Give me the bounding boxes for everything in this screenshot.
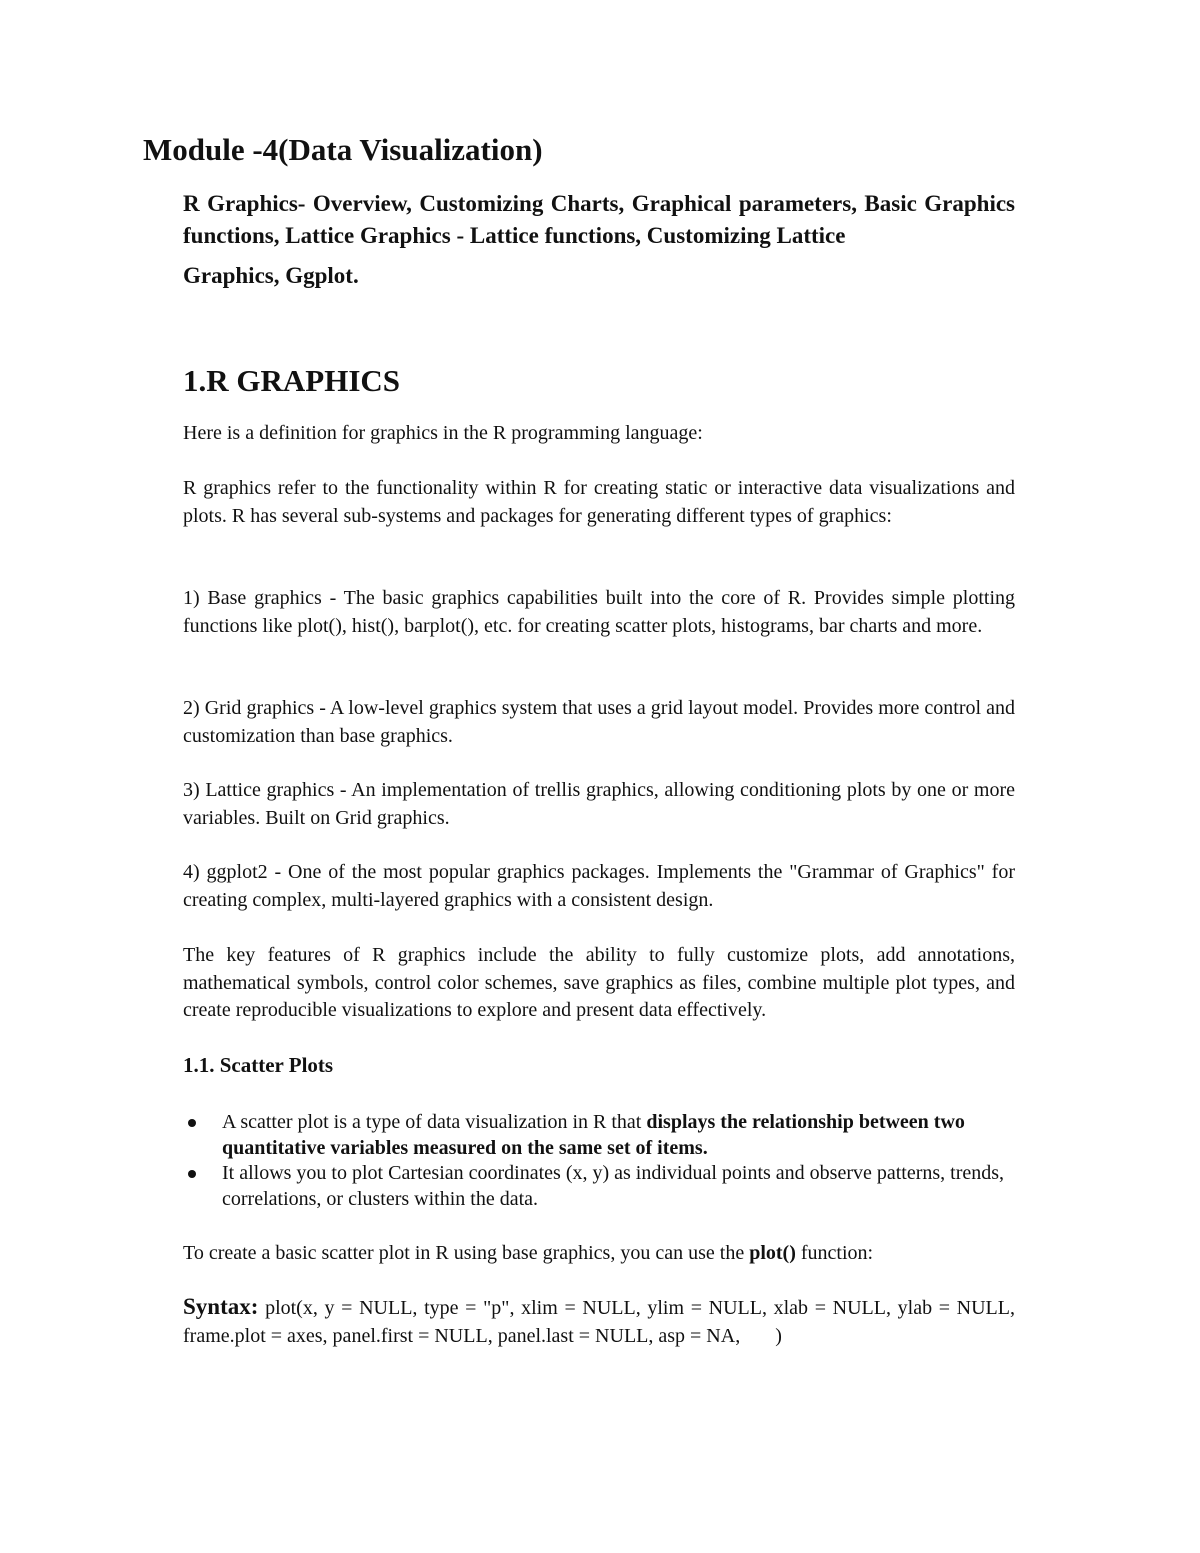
syntax-code: plot(x, y = NULL, type = "p", xlim = NULL, ylim = NULL, xlab = NULL, ylab = NULL, frame.plot = axes, panel.first = NULL, panel.last = NULL, asp = NA, ) xyxy=(183,1297,1020,1347)
syntax-paragraph xyxy=(183,1293,1020,1350)
grid-graphics-paragraph: 2) Grid graphics - A low-level graphics system that uses a grid layout model. Provides more control and customization than base graphics. xyxy=(183,697,1015,747)
bullet-icon xyxy=(188,1119,196,1127)
bullet-text-plain: A scatter plot is a type of data visualization in R that xyxy=(222,1111,647,1133)
bullet-text-bold: displays the relationship between two quantitative variables measured on the same set of items. xyxy=(222,1111,965,1159)
intro-paragraph: Here is a definition for graphics in the R programming language: xyxy=(183,422,703,444)
create-scatter-plot-paragraph xyxy=(183,1240,1015,1268)
plot-function-name: plot() xyxy=(749,1242,796,1264)
topics-line-1: R Graphics- Overview, Customizing Charts, Graphical parameters, Basic Graphics functions, Lattice Graphics - Lattice functions, Customizing Lattice xyxy=(183,191,1015,248)
module-title: Module -4(Data Visualization) xyxy=(143,132,543,167)
bullet-icon xyxy=(188,1170,196,1178)
list-item xyxy=(183,1161,1015,1212)
key-features-paragraph: The key features of R graphics include the ability to fully customize plots, add annotations, mathematical symbols, control color schemes, save graphics as files, combine multiple plot types, and create reproducible visualizations to explore and present data effectively. xyxy=(183,944,1015,1021)
scatter-plot-bullet-list xyxy=(183,1110,1015,1212)
syntax-label: Syntax: xyxy=(183,1294,259,1319)
base-graphics-paragraph: 1) Base graphics - The basic graphics capabilities built into the core of R. Provides simple plotting functions like plot(), hist(), barplot(), etc. for creating scatter plots, histograms, bar charts and more. xyxy=(183,587,1015,637)
list-item xyxy=(183,1110,1015,1161)
topics-line-2: Graphics, Ggplot. xyxy=(183,263,359,288)
create-text-before: To create a basic scatter plot in R using base graphics, you can use the xyxy=(183,1242,750,1264)
section-heading-r-graphics: 1.R GRAPHICS xyxy=(183,363,401,398)
ggplot2-paragraph: 4) ggplot2 - One of the most popular graphics packages. Implements the "Grammar of Graphics" for creating complex, multi-layered graphics with a consistent design. xyxy=(183,861,1015,911)
bullet-text-plain: It allows you to plot Cartesian coordinates (x, y) as individual points and observe patterns, trends, correlations, or clusters within the data. xyxy=(222,1162,1005,1210)
subsection-heading-scatter-plots: 1.1. Scatter Plots xyxy=(183,1053,334,1077)
definition-paragraph: R graphics refer to the functionality within R for creating static or interactive data visualizations and plots. R has several sub-systems and packages for generating different types of graphics: xyxy=(183,477,1015,527)
module-topics xyxy=(183,188,1015,292)
lattice-graphics-paragraph: 3) Lattice graphics - An implementation of trellis graphics, allowing conditioning plots by one or more variables. Built on Grid graphics. xyxy=(183,779,1015,829)
create-text-after: function: xyxy=(795,1242,874,1264)
